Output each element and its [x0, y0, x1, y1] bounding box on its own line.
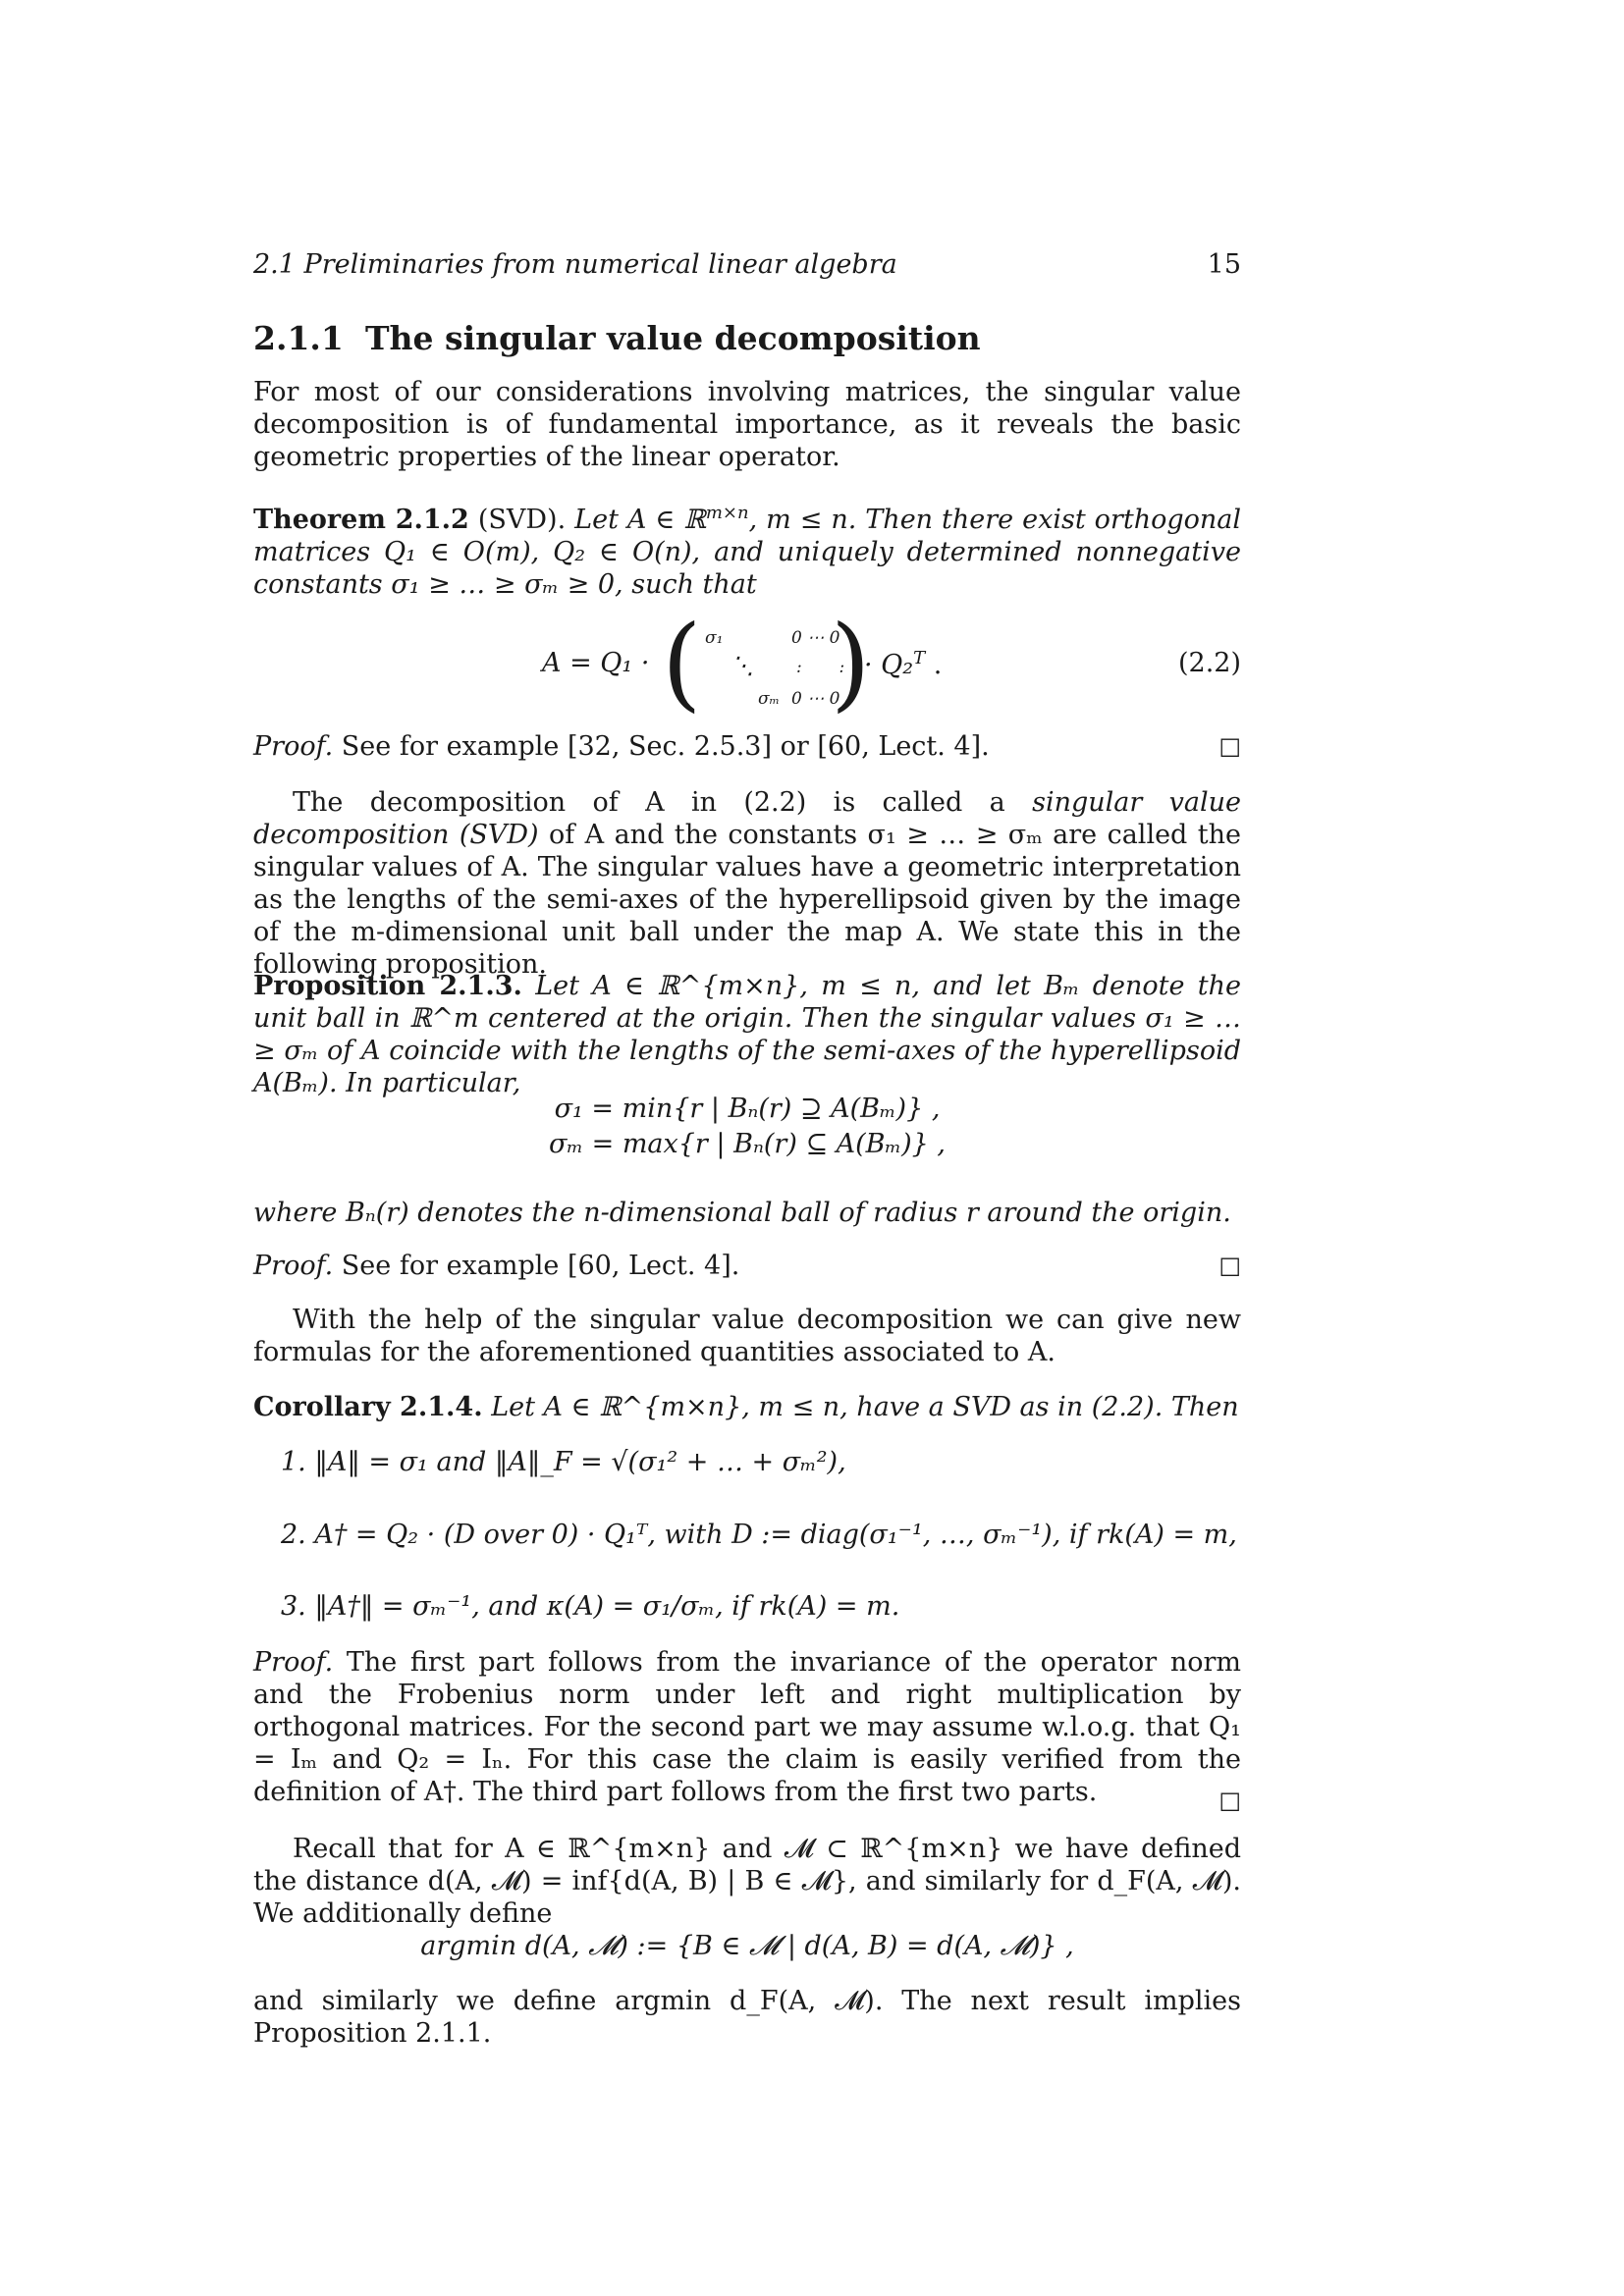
- svd-equation: [253, 603, 1241, 722]
- eq-right: · Q₂: [864, 650, 914, 680]
- running-head-section: 2.1 Preliminaries from numerical linear algebra: [253, 249, 897, 280]
- final-paragraph: and similarly we define argmin d_F(A, 𝓜). The next result implies Proposition 2.1.1.: [253, 1986, 1241, 2049]
- theorem-text-1-sup: m×n: [705, 503, 749, 523]
- proposition-label: Proposition 2.1.3.: [253, 971, 522, 1001]
- proof-1-text: See for example [32, Sec. 2.5.3] or [60, Lect. 4].: [341, 731, 990, 762]
- paragraph-2: With the help of the singular value decomposition we can give new formulas for the aforementioned quantities associated to A.: [253, 1305, 1241, 1367]
- left-paren: (: [662, 603, 702, 722]
- proof-2-label: Proof.: [253, 1251, 334, 1281]
- eq-left: A = Q₁ ·: [542, 648, 650, 678]
- eq-end: .: [933, 650, 943, 680]
- matrix-sigmam: σₘ: [758, 689, 781, 709]
- paragraph-1-b: singular value decomposition (SVD): [253, 787, 1241, 850]
- qed-3: □: [1218, 1787, 1241, 1814]
- corollary-item-1: 1. ‖A‖ = σ₁ and ‖A‖_F = √(σ₁² + … + σₘ²),: [281, 1447, 846, 1477]
- corollary-label: Corollary 2.1.4.: [253, 1392, 483, 1422]
- eq-right-sup: T: [913, 648, 926, 668]
- proposition-eq-1: σ₁ = min{r | Bₙ(r) ⊇ A(Bₘ)} ,: [554, 1094, 941, 1124]
- theorem: [253, 497, 1241, 601]
- corollary: [253, 1391, 1241, 1423]
- qed-1: □: [1218, 732, 1241, 760]
- theorem-text-1: Let A ∈ ℝ: [574, 505, 706, 535]
- paragraph-1-c: of A and the constants σ₁ ≥ … ≥ σₘ are called the singular values of A. The singular values have a geometric interpretation as the lengths of the semi-axes of the hyperellipsoid given by the image of the m-dimensional unit ball under the map A. We state this in the following proposition.: [253, 820, 1241, 980]
- svd-matrix: [662, 603, 871, 722]
- intro-paragraph: For most of our considerations involving matrices, the singular value decomposition is of fundamental importance, as it reveals the basic geometric properties of the linear operator.: [253, 377, 1241, 472]
- theorem-text-3: σ₁ ≥ … ≥ σₘ ≥ 0, such that: [391, 569, 757, 600]
- qed-2: □: [1218, 1252, 1241, 1279]
- proof-2: [253, 1250, 1241, 1282]
- matrix-vdots: : :: [796, 658, 845, 677]
- paragraph-3: Recall that for A ∈ ℝ^{m×n} and 𝓜 ⊂ ℝ^{m×n} we have defined the distance d(A, 𝓜) = inf{d(A, B) | B ∈ 𝓜}, and similarly for d_F(A, 𝓜). We additionally define: [253, 1834, 1241, 1929]
- proof-3-label: Proof.: [253, 1647, 334, 1678]
- corollary-item-2: 2. A† = Q₂ · (D over 0) · Q₁ᵀ, with D := diag(σ₁⁻¹, …, σₘ⁻¹), if rk(A) = m,: [281, 1520, 1237, 1550]
- proposition: [253, 970, 1241, 1099]
- matrix-zeros-top: 0 ⋯ 0: [791, 628, 840, 648]
- right-paren: ): [831, 603, 871, 722]
- corollary-text: Let A ∈ ℝ^{m×n}, m ≤ n, have a SVD as in (2.2). Then: [491, 1392, 1239, 1422]
- proof-1: [253, 730, 1241, 763]
- section-heading: [253, 319, 981, 357]
- proof-2-text: See for example [60, Lect. 4].: [341, 1251, 740, 1281]
- matrix-sigma1: σ₁: [705, 628, 724, 648]
- equation-number: (2.2): [1177, 648, 1241, 678]
- running-head: [253, 249, 1241, 280]
- matrix-zeros-bottom: 0 ⋯ 0: [791, 689, 840, 709]
- proof-1-label: Proof.: [253, 731, 334, 762]
- argmin-equation: argmin d(A, 𝓜) := {B ∈ 𝓜 | d(A, B) = d(A, 𝓜)} ,: [420, 1931, 1074, 1961]
- paragraph-1-a: The decomposition of A in (2.2) is called a: [293, 787, 1033, 818]
- proof-3: [253, 1646, 1241, 1808]
- proposition-equations: [253, 1092, 1241, 1162]
- theorem-text-2: matrices Q₁ ∈ O(m), Q₂ ∈ O(n), and uniquely determined nonnegative constants: [253, 537, 1241, 600]
- theorem-label: Theorem 2.1.2: [253, 505, 469, 535]
- matrix-ddots: ⋱: [731, 652, 754, 679]
- section-number: 2.1.1: [253, 319, 344, 357]
- proposition-eq-2: σₘ = max{r | Bₙ(r) ⊆ A(Bₘ)} ,: [549, 1129, 946, 1159]
- proposition-after: where Bₙ(r) denotes the n-dimensional ball of radius r around the origin.: [253, 1198, 1231, 1228]
- proof-3-text: The first part follows from the invariance of the operator norm and the Frobenius norm under left and right multiplication by orthogonal matrices. For the second part we may assume w.l.o.g. that Q₁ = Iₘ and Q₂ = Iₙ. For this case the claim is easily verified from the definition of A†. The third part follows from the first two parts.: [253, 1647, 1241, 1807]
- theorem-name: (SVD).: [477, 505, 567, 535]
- theorem-text-1c: , m ≤ n. Then there exist orthogonal: [748, 505, 1241, 535]
- proposition-text: Let A ∈ ℝ^{m×n}, m ≤ n, and let Bₘ denote the unit ball in ℝ^m centered at the origin. Then the singular values σ₁ ≥ … ≥ σₘ of A coincide with the lengths of the semi-axes of the hyperellipsoid A(Bₘ). In particular,: [253, 971, 1241, 1098]
- page-number: 15: [1207, 249, 1241, 280]
- section-title: The singular value decomposition: [365, 319, 981, 357]
- paragraph-1: [253, 786, 1241, 981]
- corollary-item-3: 3. ‖A†‖ = σₘ⁻¹, and κ(A) = σ₁/σₘ, if rk(A) = m.: [281, 1591, 900, 1622]
